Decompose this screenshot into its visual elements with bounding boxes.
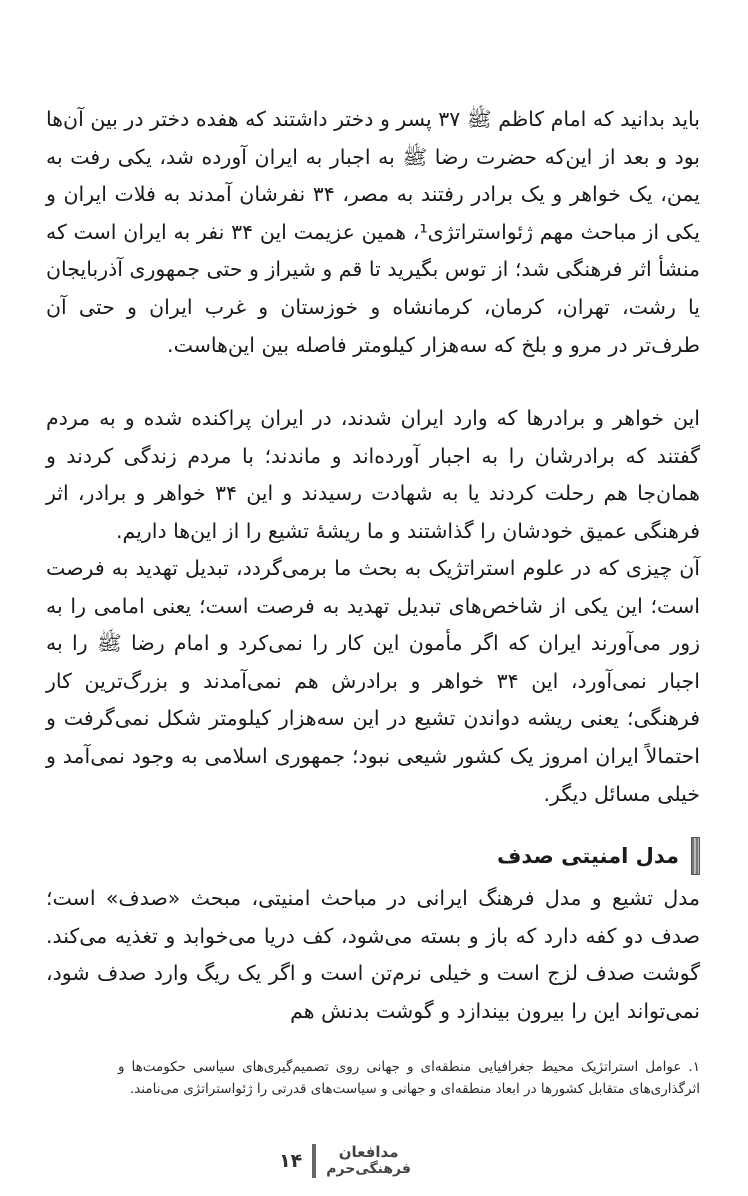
page-footer <box>260 1138 430 1184</box>
paragraph-4-text: مدل تشیع و مدل فرهنگ ایرانی در مباحث امنیتی، مبحث «صدف» است؛ صدف دو کفه دارد که باز و بسته می‌شود، کف دریا می‌خوابد و تغذیه می‌کند. گوشت صدف لزج است و خیلی نرم‌تن است و اگر یک ریگ وارد صدف شود، نمی‌تواند این را بیرون بیندازد و گوشت بدنش هم <box>46 886 700 1023</box>
paragraph-3-text: آن چیزی که در علوم استراتژیک به بحث ما برمی‌گردد، تبدیل تهدید به فرصت است؛ این یکی از شاخص‌های تبدیل تهدید به فرصت است؛ یعنی امامی را به زور می‌آورند ایران که اگر مأمون این کار را نمی‌کرد و امام رضا ﷺ را به اجبار نمی‌آورد، این ۳۴ خواهر و برادرش هم نمی‌آمدند و بزرگ‌ترین کار فرهنگی؛ یعنی ریشه دواندن تشیع در این سه‌هزار کیلومتر شکل نمی‌گرفت و احتمالاً ایران امروز یک کشور شیعی نبود؛ جمهوری اسلامی به وجود نمی‌آمد و خیلی مسائل دیگر. <box>46 556 700 806</box>
paragraph-2-text: این خواهر و برادرها که وارد ایران شدند، در ایران پراکنده شده و به مردم گفتند که برادرشان را به اجبار آورده‌اند و ماندند؛ با مردم زندگی کردند و همان‌جا هم رحلت کردند یا به شهادت رسیدند و این ۳۴ خواهر و برادر، اثر فرهنگی عمیق خودشان را گذاشتند و ما ریشهٔ تشیع را از این‌ها داریم. <box>46 406 700 543</box>
paragraph-1-text: باید بدانید که امام کاظم ﷺ ۳۷ پسر و دختر داشتند که هفده دختر در بین آن‌ها بود و بعد از این‌که حضرت رضا ﷺ به اجبار به ایران آورده شد، یکی رفت به یمن، یک خواهر و یک برادر رفتند به مصر، ۳۴ نفرشان آمدند به فلات ایران و یکی از مباحث مهم ژئواستراتژی¹، همین عزیمت این ۳۴ نفر به ایران است که منشأ اثر فرهنگی شد؛ از توس بگیرید تا قم و شیراز و حتی جمهوری آذربایجان یا رشت، تهران، کرمان، کرمانشاه و خوزستان و غرب ایران و حتی آن طرف‌تر در مرو و بلخ که سه‌هزار کیلومتر فاصله بین این‌هاست. <box>46 107 700 357</box>
page-number: ۱۴ <box>279 1150 303 1172</box>
section-heading-text: مدل امنیتی صدف <box>497 844 679 868</box>
footnote-text: ۱. عوامل استراتژیک محیط جغرافیایی منطقه‌ای و جهانی روی تصمیم‌گیری‌های سیاسی حکومت‌ها و اثرگذاری‌های متقابل کشورها در ابعاد منطقه‌ای و جهانی و سیاست‌های قدرتی را ژئواستراتژی می‌نامند. <box>118 1059 700 1097</box>
heading-marker-icon <box>691 837 700 875</box>
paragraph-1 <box>46 101 700 364</box>
paragraph-3 <box>46 550 700 813</box>
footer-divider <box>312 1144 316 1178</box>
paragraph-2 <box>46 400 700 550</box>
series-logo-line2: فرهنگی‌حرم <box>326 1161 411 1177</box>
paragraph-4 <box>46 880 700 1030</box>
series-logo-line1: مدافعان <box>338 1143 399 1161</box>
section-heading <box>497 836 700 876</box>
series-logo <box>326 1144 411 1178</box>
footnote <box>118 1056 700 1100</box>
